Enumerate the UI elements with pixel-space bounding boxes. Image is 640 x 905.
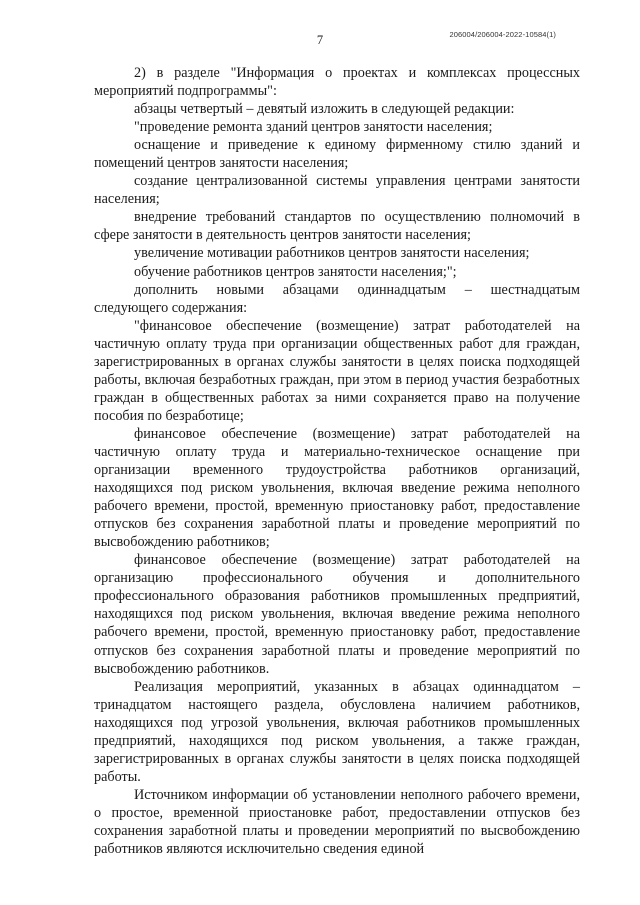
paragraph: Реализация мероприятий, указанных в абзацах одиннадцатом – тринадцатом настоящего раздела, обусловлена наличием работников, находящихся под угрозой увольнения, включая работников промышленных предприятий, находящихся под риском увольнения, а также граждан, зарегистрированных в органах службы занятости в целях поиска подходящей работы. — [94, 678, 580, 785]
paragraph: дополнить новыми абзацами одиннадцатым – шестнадцатым следующего содержания: — [94, 281, 580, 316]
paragraph: оснащение и приведение к единому фирменному стилю зданий и помещений центров занятости населения; — [94, 137, 580, 172]
paragraph: "финансовое обеспечение (возмещение) затрат работодателей на частичную оплату труда при организации общественных работ для граждан, зарегистрированных в органах службы занятости в целях поиска подходящей работы, включая безработных граждан, при этом в период участия безработных граждан в общественных работах за ними сохраняется право на получение пособия по безработице; — [94, 317, 580, 424]
paragraph: создание централизованной системы управления центрами занятости населения; — [94, 173, 580, 208]
paragraph: увеличение мотивации работников центров занятости населения; — [134, 245, 530, 262]
paragraph: абзацы четвертый – девятый изложить в следующей редакции: — [134, 101, 515, 118]
paragraph: "проведение ремонта зданий центров занятости населения; — [134, 119, 493, 136]
paragraph: 2) в разделе "Информация о проектах и комплексах процессных мероприятий подпрограммы": — [94, 65, 580, 100]
paragraph: финансовое обеспечение (возмещение) затрат работодателей на частичную оплату труда и материально-техническое оснащение при организации временного трудоустройства работников организаций, находящихся под риском увольнения, включая введение режима неполного рабочего времени, простой, временную приостановку работ, предоставление отпусков без сохранения заработной платы и проведение мероприятий по высвобождению работников; — [94, 425, 580, 551]
paragraph: внедрение требований стандартов по осуществлению полномочий в сфере занятости в деятельность центров занятости населения; — [94, 209, 580, 244]
paragraph: Источником информации об установлении неполного рабочего времени, о простое, временной приостановке работ, предоставлении отпусков без сохранения заработной платы и проведении мероприятий по высвобождению работников являются исключительно сведения единой — [94, 786, 580, 858]
paragraph: финансовое обеспечение (возмещение) затрат работодателей на организацию профессионального обучения и дополнительного профессионального образования работников промышленных предприятий, находящихся под риском увольнения, включая введение режима неполного рабочего времени, простой, временную приостановку работ, предоставление отпусков без сохранения заработной платы и проведение мероприятий по высвобождению работников. — [94, 552, 580, 677]
registration-number: 206004/206004-2022-10584(1) — [449, 30, 556, 39]
paragraph: обучение работников центров занятости населения;"; — [134, 263, 457, 280]
document-body — [94, 64, 580, 858]
page-number: 7 — [316, 33, 324, 47]
